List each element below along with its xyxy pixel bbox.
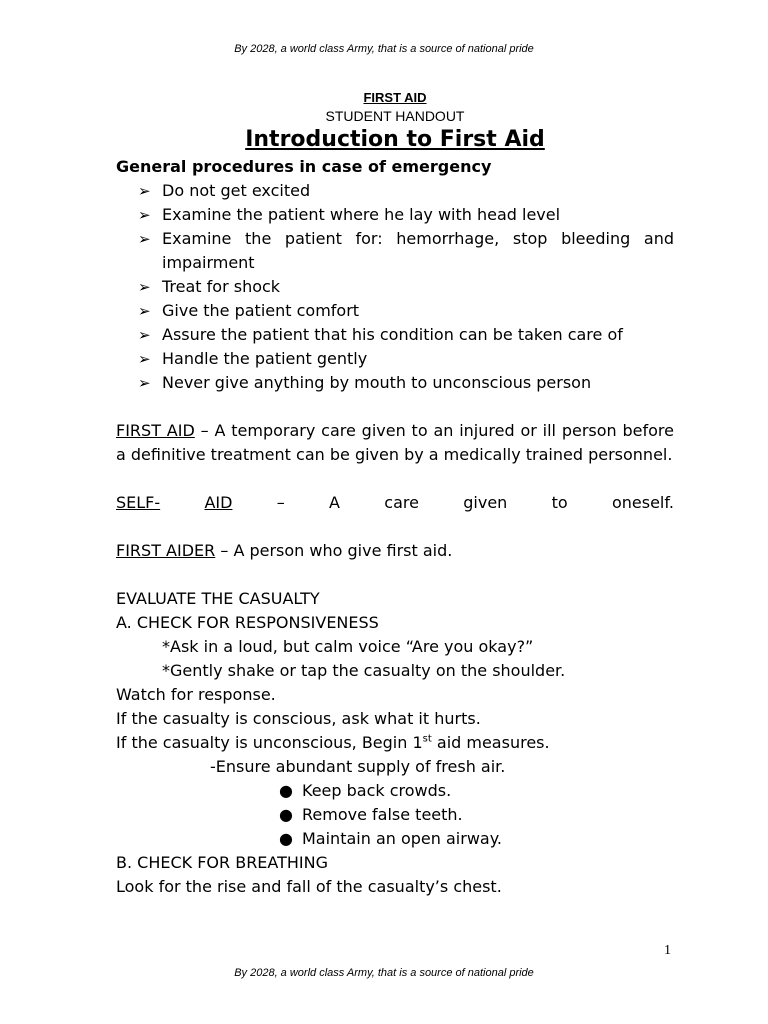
self-aid-word: A xyxy=(329,493,340,512)
self-aid-word: – xyxy=(276,493,285,512)
responsiveness-step: *Gently shake or tap the casualty on the shoulder. xyxy=(162,661,566,680)
list-item: ➢ Never give anything by mouth to unconscious person xyxy=(116,371,674,395)
arrow-bullet-icon: ➢ xyxy=(138,182,151,200)
conscious-text: If the casualty is conscious, ask what it hurts. xyxy=(116,709,481,728)
breathing-text: Look for the rise and fall of the casualty’s chest. xyxy=(116,877,502,896)
bullet-dot-icon: ● xyxy=(279,781,293,800)
list-item: ➢ Do not get excited xyxy=(116,179,674,203)
bullet-dot-icon: ● xyxy=(279,805,293,824)
first-aider-definition-text: – A person who give first aid. xyxy=(215,541,453,560)
list-item: ➢ Assure the patient that his condition can be taken care of xyxy=(116,323,674,347)
general-procedures-heading: General procedures in case of emergency xyxy=(116,157,492,176)
arrow-bullet-icon: ➢ xyxy=(138,350,151,368)
list-item: ➢ Examine the patient where he lay with head level xyxy=(116,203,674,227)
list-item: ➢ Give the patient comfort xyxy=(116,299,674,323)
arrow-bullet-icon: ➢ xyxy=(138,206,151,224)
doc-label: FIRST AID xyxy=(363,90,427,105)
doc-subtitle: STUDENT HANDOUT xyxy=(325,108,465,124)
page-footer: By 2028, a world class Army, that is a source of national pride xyxy=(234,967,534,979)
self-aid-word: care xyxy=(384,493,419,512)
doc-title: Introduction to First Aid xyxy=(245,127,545,152)
first-aid-measures-list xyxy=(116,779,674,851)
self-aid-word: given xyxy=(463,493,508,512)
fresh-air-text: -Ensure abundant supply of fresh air. xyxy=(210,757,506,776)
arrow-bullet-icon: ➢ xyxy=(138,230,151,248)
page-header: By 2028, a world class Army, that is a source of national pride xyxy=(234,43,534,55)
self-aid-term-word: SELF- xyxy=(116,493,161,512)
arrow-bullet-icon: ➢ xyxy=(138,326,151,344)
self-aid-definition xyxy=(116,491,674,515)
list-item: ● Keep back crowds. xyxy=(116,779,674,803)
first-aider-term: FIRST AIDER xyxy=(116,541,216,560)
page-number: 1 xyxy=(664,943,671,958)
check-breathing-heading: B. CHECK FOR BREATHING xyxy=(116,853,329,872)
first-aid-term: FIRST AID xyxy=(116,421,195,440)
arrow-bullet-icon: ➢ xyxy=(138,302,151,320)
doc-body xyxy=(116,155,674,899)
watch-response-text: Watch for response. xyxy=(116,685,276,704)
arrow-bullet-icon: ➢ xyxy=(138,374,151,392)
list-item: ➢ Handle the patient gently xyxy=(116,347,674,371)
list-item: ● Maintain an open airway. xyxy=(116,827,674,851)
first-aid-definition-text: – A temporary care given to an injured or ill person before a definitive treatment can be given by a medically trained personnel. xyxy=(116,421,674,464)
evaluate-heading: EVALUATE THE CASUALTY xyxy=(116,589,320,608)
list-item: ➢ Examine the patient for: hemorrhage, stop bleeding and impairment xyxy=(138,229,674,272)
list-item: ● Remove false teeth. xyxy=(116,803,674,827)
list-item: ➢ Treat for shock xyxy=(116,275,674,299)
self-aid-word: oneself. xyxy=(611,493,674,512)
self-aid-word: to xyxy=(551,493,568,512)
self-aid-term-word: AID xyxy=(204,493,233,512)
first-aider-definition xyxy=(116,539,674,563)
general-procedures-list xyxy=(116,179,674,395)
check-responsiveness-heading: A. CHECK FOR RESPONSIVENESS xyxy=(116,613,379,632)
bullet-dot-icon: ● xyxy=(279,829,293,848)
arrow-bullet-icon: ➢ xyxy=(138,278,151,296)
first-aid-definition xyxy=(116,419,674,467)
unconscious-text: If the casualty is unconscious, Begin 1st aid measures. xyxy=(116,733,550,752)
responsiveness-step: *Ask in a loud, but calm voice “Are you okay?” xyxy=(162,637,534,656)
